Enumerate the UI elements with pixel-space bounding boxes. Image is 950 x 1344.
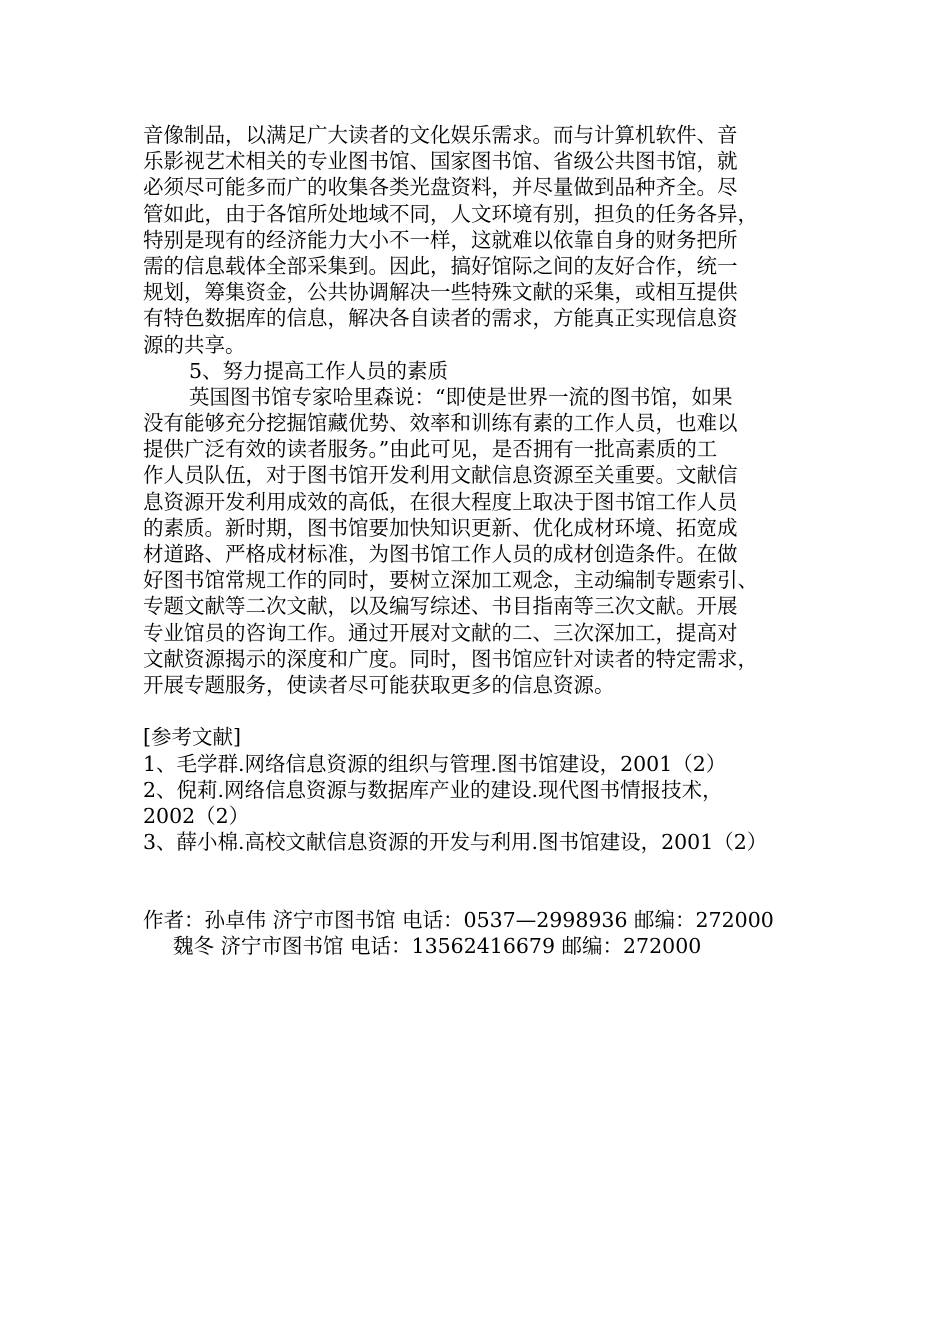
text-line: 开展专题服务，使读者尽可能获取更多的信息资源。 xyxy=(143,672,615,697)
reference-item: 2、倪莉.网络信息资源与数据库产业的建设.现代图书情报技术， xyxy=(143,777,723,802)
author-line: 魏冬 济宁市图书馆 电话：13562416679 邮编：272000 xyxy=(173,934,702,959)
body-paragraph-2 xyxy=(143,384,833,698)
author-info xyxy=(143,907,833,959)
text-line: 好图书馆常规工作的同时，要树立深加工观念，主动编制专题索引、 xyxy=(143,568,758,593)
text-line: 提供广泛有效的读者服务。”由此可见，是否拥有一批高素质的工 xyxy=(143,437,718,462)
text-line: 有特色数据库的信息，解决各自读者的需求，方能真正实现信息资 xyxy=(143,306,738,331)
text-line: 特别是现有的经济能力大小不一样，这就难以依靠自身的财务把所 xyxy=(143,227,738,252)
text-line: 必须尽可能多而广的收集各类光盘资料，并尽量做到品种齐全。尽 xyxy=(143,175,738,200)
text-line: 息资源开发利用成效的高低，在很大程度上取决于图书馆工作人员 xyxy=(143,489,738,514)
document-body xyxy=(143,122,833,960)
text-line: 材道路、严格成材标准，为图书馆工作人员的成材创造条件。在做 xyxy=(143,542,738,566)
references-section xyxy=(143,724,833,855)
spacer xyxy=(143,855,833,907)
reference-item: 2002（2） xyxy=(143,803,250,828)
spacer xyxy=(143,698,833,724)
author-line: 作者：孙卓伟 济宁市图书馆 电话：0537—2998936 邮编：272000 xyxy=(143,908,774,933)
text-line: 英国图书馆专家哈里森说：“即使是世界一流的图书馆，如果 xyxy=(189,384,733,409)
references-heading: [参考文献] xyxy=(143,725,241,750)
section-heading: 5、努力提高工作人员的素质 xyxy=(189,358,449,383)
text-line: 没有能够充分挖掘馆藏优势、效率和训练有素的工作人员，也难以 xyxy=(143,411,738,436)
text-line: 音像制品，以满足广大读者的文化娱乐需求。而与计算机软件、音 xyxy=(143,123,738,147)
body-paragraph-1 xyxy=(143,122,833,358)
text-line: 规划，筹集资金，公共协调解决一些特殊文献的采集，或相互提供 xyxy=(143,280,738,305)
text-line: 的素质。新时期，图书馆要加快知识更新、优化成材环境、拓宽成 xyxy=(143,515,738,540)
text-line: 文献资源揭示的深度和广度。同时，图书馆应针对读者的特定需求， xyxy=(143,646,758,671)
text-line: 乐影视艺术相关的专业图书馆、国家图书馆、省级公共图书馆，就 xyxy=(143,149,738,174)
reference-item: 3、薛小棉.高校文献信息资源的开发与利用.图书馆建设，2001（2） xyxy=(143,830,768,855)
text-line: 作人员队伍，对于图书馆开发利用文献信息资源至关重要。文献信 xyxy=(143,463,738,488)
text-line: 管如此，由于各馆所处地域不同，人文环境有别，担负的任务各异， xyxy=(143,201,758,226)
reference-item: 1、毛学群.网络信息资源的组织与管理.图书馆建设，2001（2） xyxy=(143,751,727,776)
text-line: 源的共享。 xyxy=(143,332,246,357)
text-line: 专业馆员的咨询工作。通过开展对文献的二、三次深加工，提高对 xyxy=(143,620,738,645)
text-line: 需的信息载体全部采集到。因此，搞好馆际之间的友好合作，统一 xyxy=(143,253,738,278)
text-line: 专题文献等二次文献，以及编写综述、书目指南等三次文献。开展 xyxy=(143,594,738,619)
